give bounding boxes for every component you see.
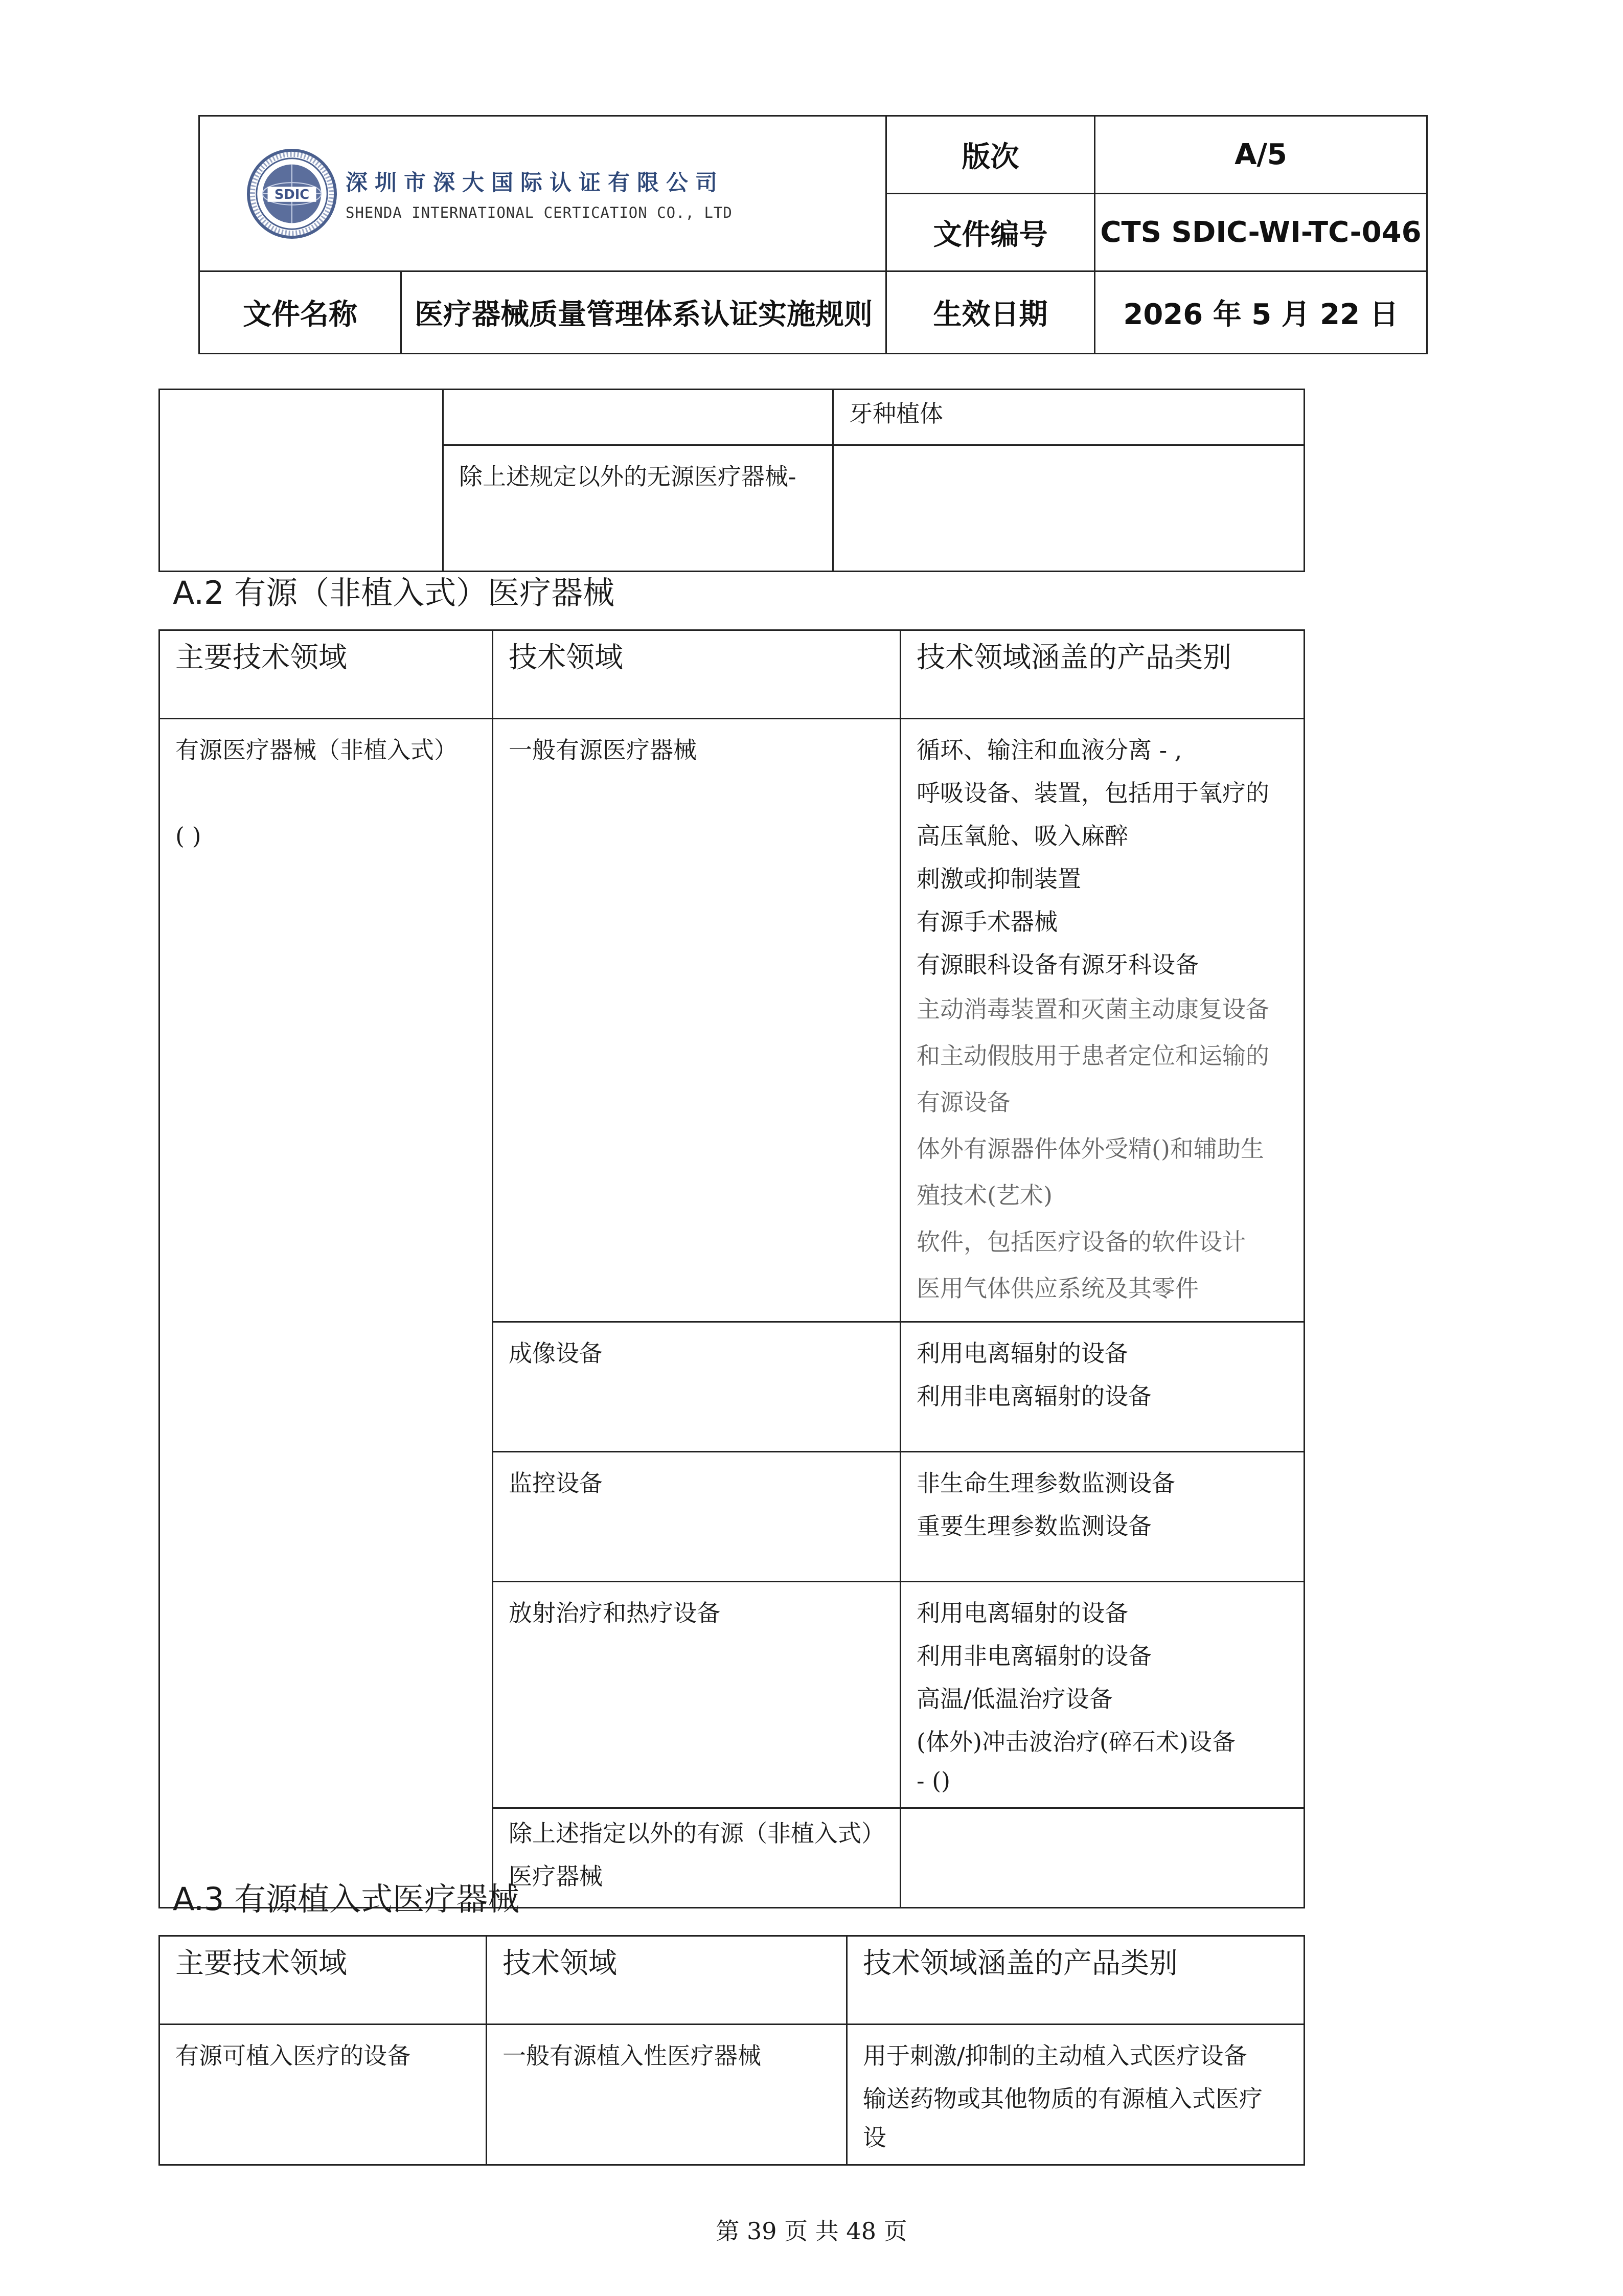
field-cell [487, 2025, 847, 2165]
product-item: (体外)冲击波治疗(碎石术)设备 [917, 1728, 1236, 1756]
doc-no-label: 文件编号 [886, 194, 1095, 271]
table-cell [159, 390, 443, 572]
product-cell [901, 1808, 1305, 1908]
product-item: 刺激或抑制装置 [917, 865, 1081, 893]
company-name-en: SHENDA INTERNATIONAL CERTICATION CO., LTD [346, 204, 733, 221]
product-item: 非生命生理参数监测设备 [917, 1469, 1175, 1497]
section-a3-table [158, 1935, 1305, 2166]
field-cell [493, 1452, 901, 1582]
field-label: 成像设备 [509, 1339, 603, 1367]
field-cell [493, 719, 901, 1322]
main-field-note: ( ) [175, 822, 201, 850]
product-item: 高压氧舱、吸入麻醉 [917, 822, 1128, 850]
product-item: 主动消毒装置和灭菌主动康复设备 [917, 995, 1269, 1023]
company-seal-icon [246, 148, 337, 239]
section-a2-title: A.2 有源（非植入式）医疗器械 [173, 574, 615, 611]
column-header: 主要技术领域 [159, 630, 493, 719]
product-item: 利用电离辐射的设备 [917, 1599, 1128, 1627]
product-item: 医用气体供应系统及其零件 [917, 1275, 1199, 1302]
continuation-table [158, 389, 1305, 572]
version-label: 版次 [886, 116, 1095, 194]
main-field-cell [159, 2025, 487, 2165]
table-cell [833, 445, 1305, 572]
table-cell [443, 390, 833, 445]
product-cell [901, 1582, 1305, 1808]
effective-label: 生效日期 [886, 271, 1095, 354]
product-item: 高温/低温治疗设备 [917, 1685, 1113, 1713]
company-name-cn: 深圳市深大国际认证有限公司 [346, 170, 724, 196]
doc-name-value: 医疗器械质量管理体系认证实施规则 [401, 271, 886, 354]
section-a2-table [158, 629, 1305, 1908]
table-cell-other-passive [443, 445, 833, 572]
product-item: 牙种植体 [849, 400, 943, 427]
product-cell [901, 1452, 1305, 1582]
page-number: 第 39 页 共 48 页 [716, 2217, 907, 2245]
column-header: 技术领域 [487, 1936, 847, 2025]
column-header: 主要技术领域 [159, 1936, 487, 2025]
product-item: 有源眼科设备有源牙科设备 [917, 951, 1199, 979]
product-cell [901, 719, 1305, 1322]
product-item: 软件，包括医疗设备的软件设计 [917, 1228, 1246, 1256]
main-field-label: 有源可植入医疗的设备 [175, 2042, 410, 2070]
field-cell [493, 1322, 901, 1452]
effective-value: 2026 年 5 月 22 日 [1095, 271, 1427, 354]
product-item: 设 [863, 2124, 886, 2151]
column-header: 技术领域涵盖的产品类别 [847, 1936, 1305, 2025]
field-cell [493, 1582, 901, 1808]
field-label: 医疗器械 [509, 1862, 603, 1890]
field-label: 除上述指定以外的有源（非植入式） [509, 1820, 885, 1847]
field-label: 监控设备 [509, 1469, 603, 1497]
product-cell [847, 2025, 1305, 2165]
column-header: 技术领域 [493, 630, 901, 719]
field-label: 放射治疗和热疗设备 [509, 1599, 720, 1627]
document-header [198, 115, 1428, 354]
product-cell [901, 1322, 1305, 1452]
column-header: 技术领域涵盖的产品类别 [901, 630, 1305, 719]
doc-name-label: 文件名称 [199, 271, 401, 354]
product-item: 利用非电离辐射的设备 [917, 1382, 1152, 1410]
main-field-label: 有源医疗器械（非植入式） [175, 736, 458, 764]
product-item: 输送药物或其他物质的有源植入式医疗 [863, 2085, 1263, 2112]
version-value: A/5 [1095, 116, 1427, 194]
product-item: 呼吸设备、装置，包括用于氧疗的 [917, 779, 1269, 807]
product-item: 重要生理参数监测设备 [917, 1512, 1152, 1540]
product-item: 循环、输注和血液分离 - , [917, 736, 1182, 764]
field-cell [493, 1808, 901, 1908]
product-item: 利用非电离辐射的设备 [917, 1642, 1152, 1670]
product-item: 有源手术器械 [917, 908, 1058, 936]
product-item: 有源设备 [917, 1088, 1011, 1116]
field-label: 一般有源植入性医疗器械 [502, 2042, 761, 2070]
product-item: 和主动假肢用于患者定位和运输的 [917, 1042, 1269, 1070]
product-item: - () [917, 1767, 951, 1794]
table-cell-implant [833, 390, 1305, 445]
section-a3-title: A.3 有源植入式医疗器械 [173, 1880, 520, 1918]
product-item: 利用电离辐射的设备 [917, 1339, 1128, 1367]
main-field-cell [159, 719, 493, 1908]
field-label: 一般有源医疗器械 [509, 736, 697, 764]
product-item: 殖技术(艺术) [917, 1181, 1053, 1209]
field-label: 除上述规定以外的无源医疗器械- [459, 463, 796, 490]
company-logo-block [199, 116, 886, 271]
logo-seal-text: SDIC [274, 187, 310, 202]
product-item: 用于刺激/抑制的主动植入式医疗设备 [863, 2042, 1247, 2070]
doc-no-value: CTS SDIC-WI-TC-046 [1095, 194, 1427, 271]
product-item: 体外有源器件体外受精()和辅助生 [917, 1135, 1264, 1163]
